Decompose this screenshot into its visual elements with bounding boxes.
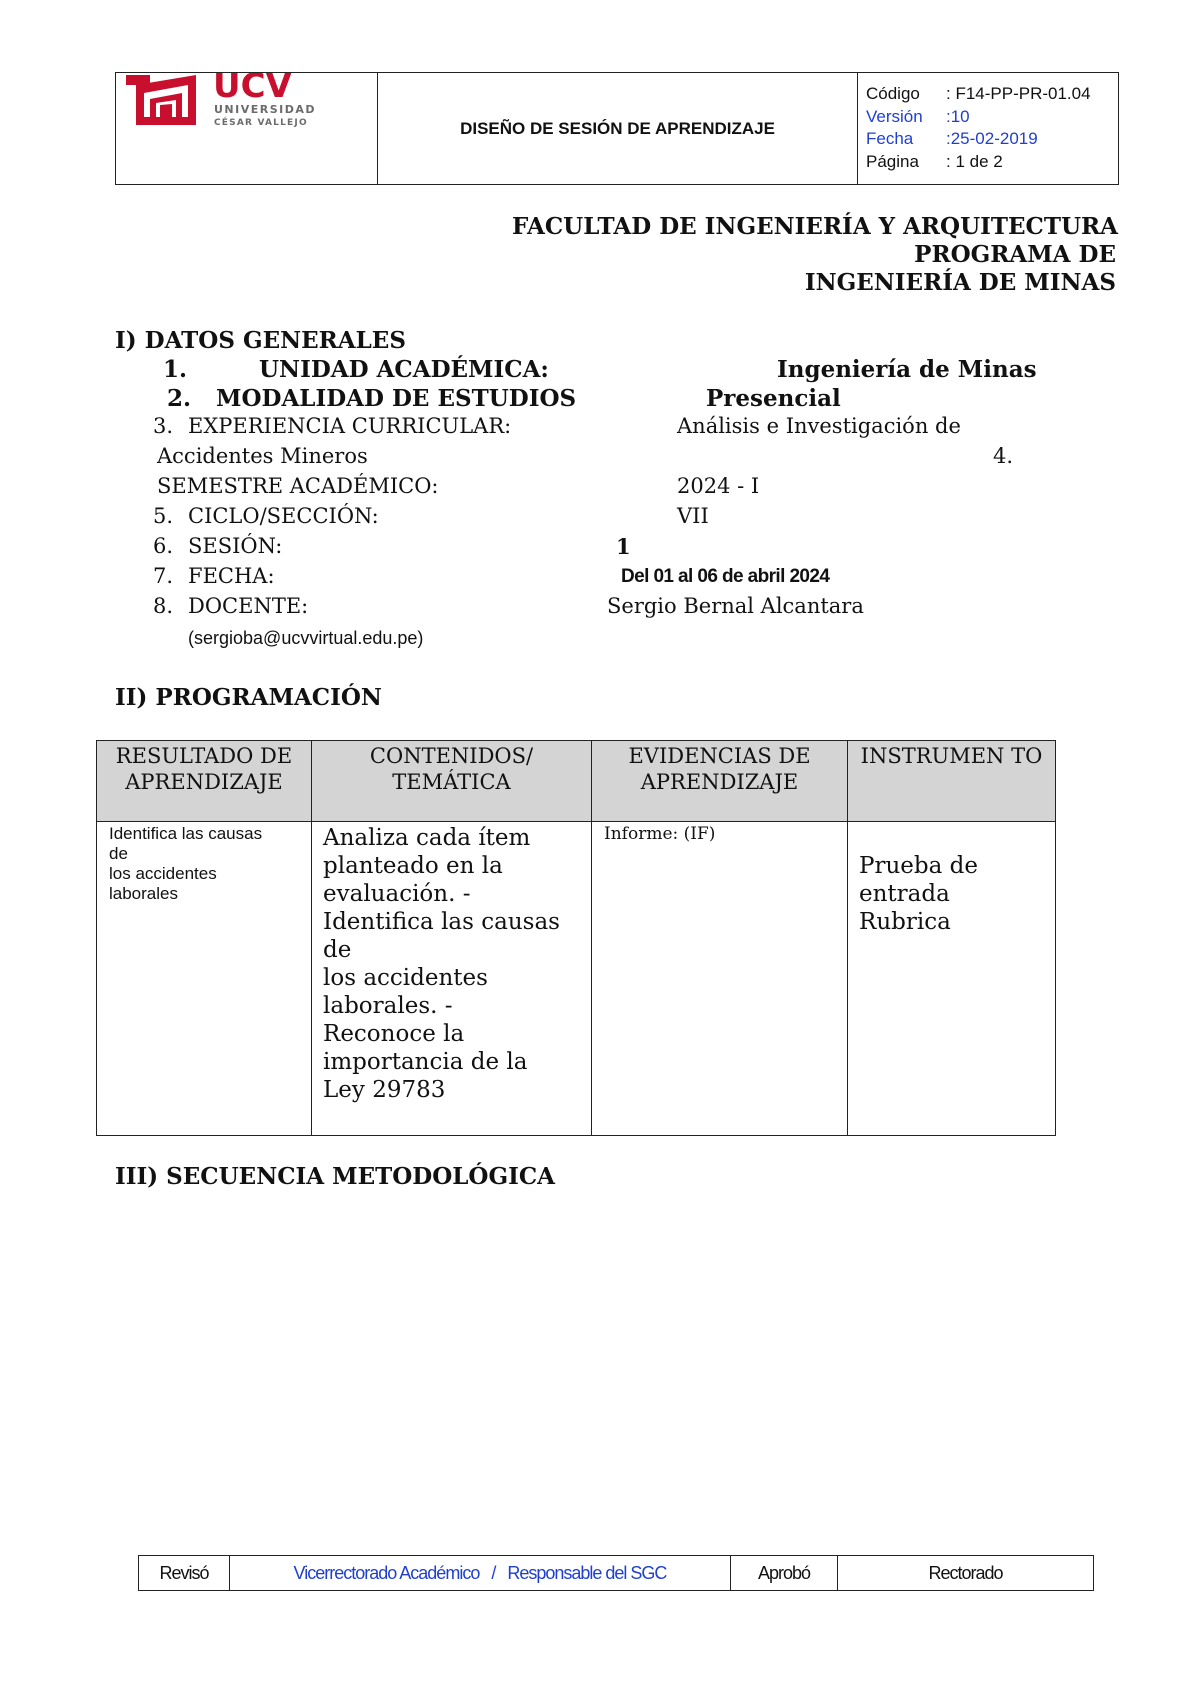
item7-label: FECHA: (188, 564, 275, 588)
table-row (97, 822, 1056, 1136)
item3-num: 3. (153, 414, 174, 438)
item2-value: Presencial (706, 385, 841, 412)
col-resultado: RESULTADO DE APRENDIZAJE (97, 741, 312, 822)
item7-num: 7. (153, 564, 174, 588)
meta-date: Fecha :25-02-2019 (866, 129, 1038, 148)
item8-value: Sergio Bernal Alcantara (607, 594, 864, 618)
footer-aprobo-label: Aprobó (731, 1556, 838, 1591)
col-contenidos: CONTENIDOS/ TEMÁTICA (312, 741, 592, 822)
item4-label: SEMESTRE ACADÉMICO: (157, 474, 439, 498)
item4-value: 2024 - I (677, 474, 760, 498)
item3-label: EXPERIENCIA CURRICULAR: (188, 414, 512, 438)
col-evidencias: EVIDENCIAS DE APRENDIZAJE (592, 741, 848, 822)
section-sequence-heading: III) SECUENCIA METODOLÓGICA (115, 1163, 556, 1190)
faculty-line3: INGENIERÍA DE MINAS (804, 269, 1116, 296)
cell-contenidos: Analiza cada ítem planteado en la evaluación. - Identifica las causas de los accidentes laborales. - Reconoce la importancia de la Ley 29783 (312, 822, 592, 1136)
item2-label: MODALIDAD DE ESTUDIOS (216, 385, 577, 412)
footer-reviso-value: Vicerrectorado Académico / Responsable del SGC (230, 1556, 731, 1591)
item1-label: UNIDAD ACADÉMICA: (259, 356, 549, 383)
programming-table (96, 740, 1056, 1136)
logo-line1: Universidad (214, 103, 317, 116)
footer-reviso-label: Revisó (139, 1556, 230, 1591)
item4-num: 4. (993, 444, 1014, 468)
faculty-line1: FACULTAD DE INGENIERÍA Y ARQUITECTURA (512, 213, 1118, 240)
item8-label: DOCENTE: (188, 594, 309, 618)
item6-label: SESIÓN: (188, 534, 283, 558)
section-programming-heading: II) PROGRAMACIÓN (115, 684, 382, 711)
item8-num: 8. (153, 594, 174, 618)
item2-num: 2. (167, 385, 192, 412)
ucv-logo (116, 73, 378, 143)
table-header-row (97, 741, 1056, 822)
footer-row (139, 1556, 1094, 1591)
item8-email: (sergioba@ucvvirtual.edu.pe) (188, 628, 424, 648)
item1-value: Ingeniería de Minas (777, 356, 1037, 383)
section-general-heading: I) DATOS GENERALES (115, 327, 406, 354)
footer-aprobo-value: Rectorado (838, 1556, 1094, 1591)
cell-evidencias: Informe: (IF) (592, 822, 848, 1136)
item6-value: 1 (616, 534, 631, 559)
faculty-line2: PROGRAMA DE (914, 241, 1116, 268)
meta-version: Versión :10 (866, 106, 970, 126)
item3-value-cont: Accidentes Mineros (157, 444, 368, 468)
logo-line2: César Vallejo (214, 118, 308, 128)
document-meta (858, 73, 1118, 184)
item3-value: Análisis e Investigación de (677, 414, 961, 438)
item5-label: CICLO/SECCIÓN: (188, 504, 379, 528)
cell-resultado: Identifica las causas de los accidentes laborales (97, 822, 312, 1136)
meta-page: Página : 1 de 2 (866, 151, 1003, 171)
meta-code: Código : F14-PP-PR-01.04 (866, 84, 1091, 103)
item7-value: Del 01 al 06 de abril 2024 (621, 566, 830, 587)
item5-value: VII (677, 504, 709, 528)
logo-cell (116, 73, 378, 184)
item5-num: 5. (153, 504, 174, 528)
approval-footer (138, 1555, 1094, 1591)
logo-ucv-text: UCV (213, 73, 292, 106)
document-title: DISEÑO DE SESIÓN DE APRENDIZAJE (378, 73, 858, 184)
item1-num: 1. (163, 356, 188, 383)
col-instrumento: INSTRUMEN TO (848, 741, 1056, 822)
document-header (115, 72, 1119, 185)
cell-instrumento: Prueba de entrada Rubrica (848, 822, 1056, 1136)
item6-num: 6. (153, 534, 174, 558)
